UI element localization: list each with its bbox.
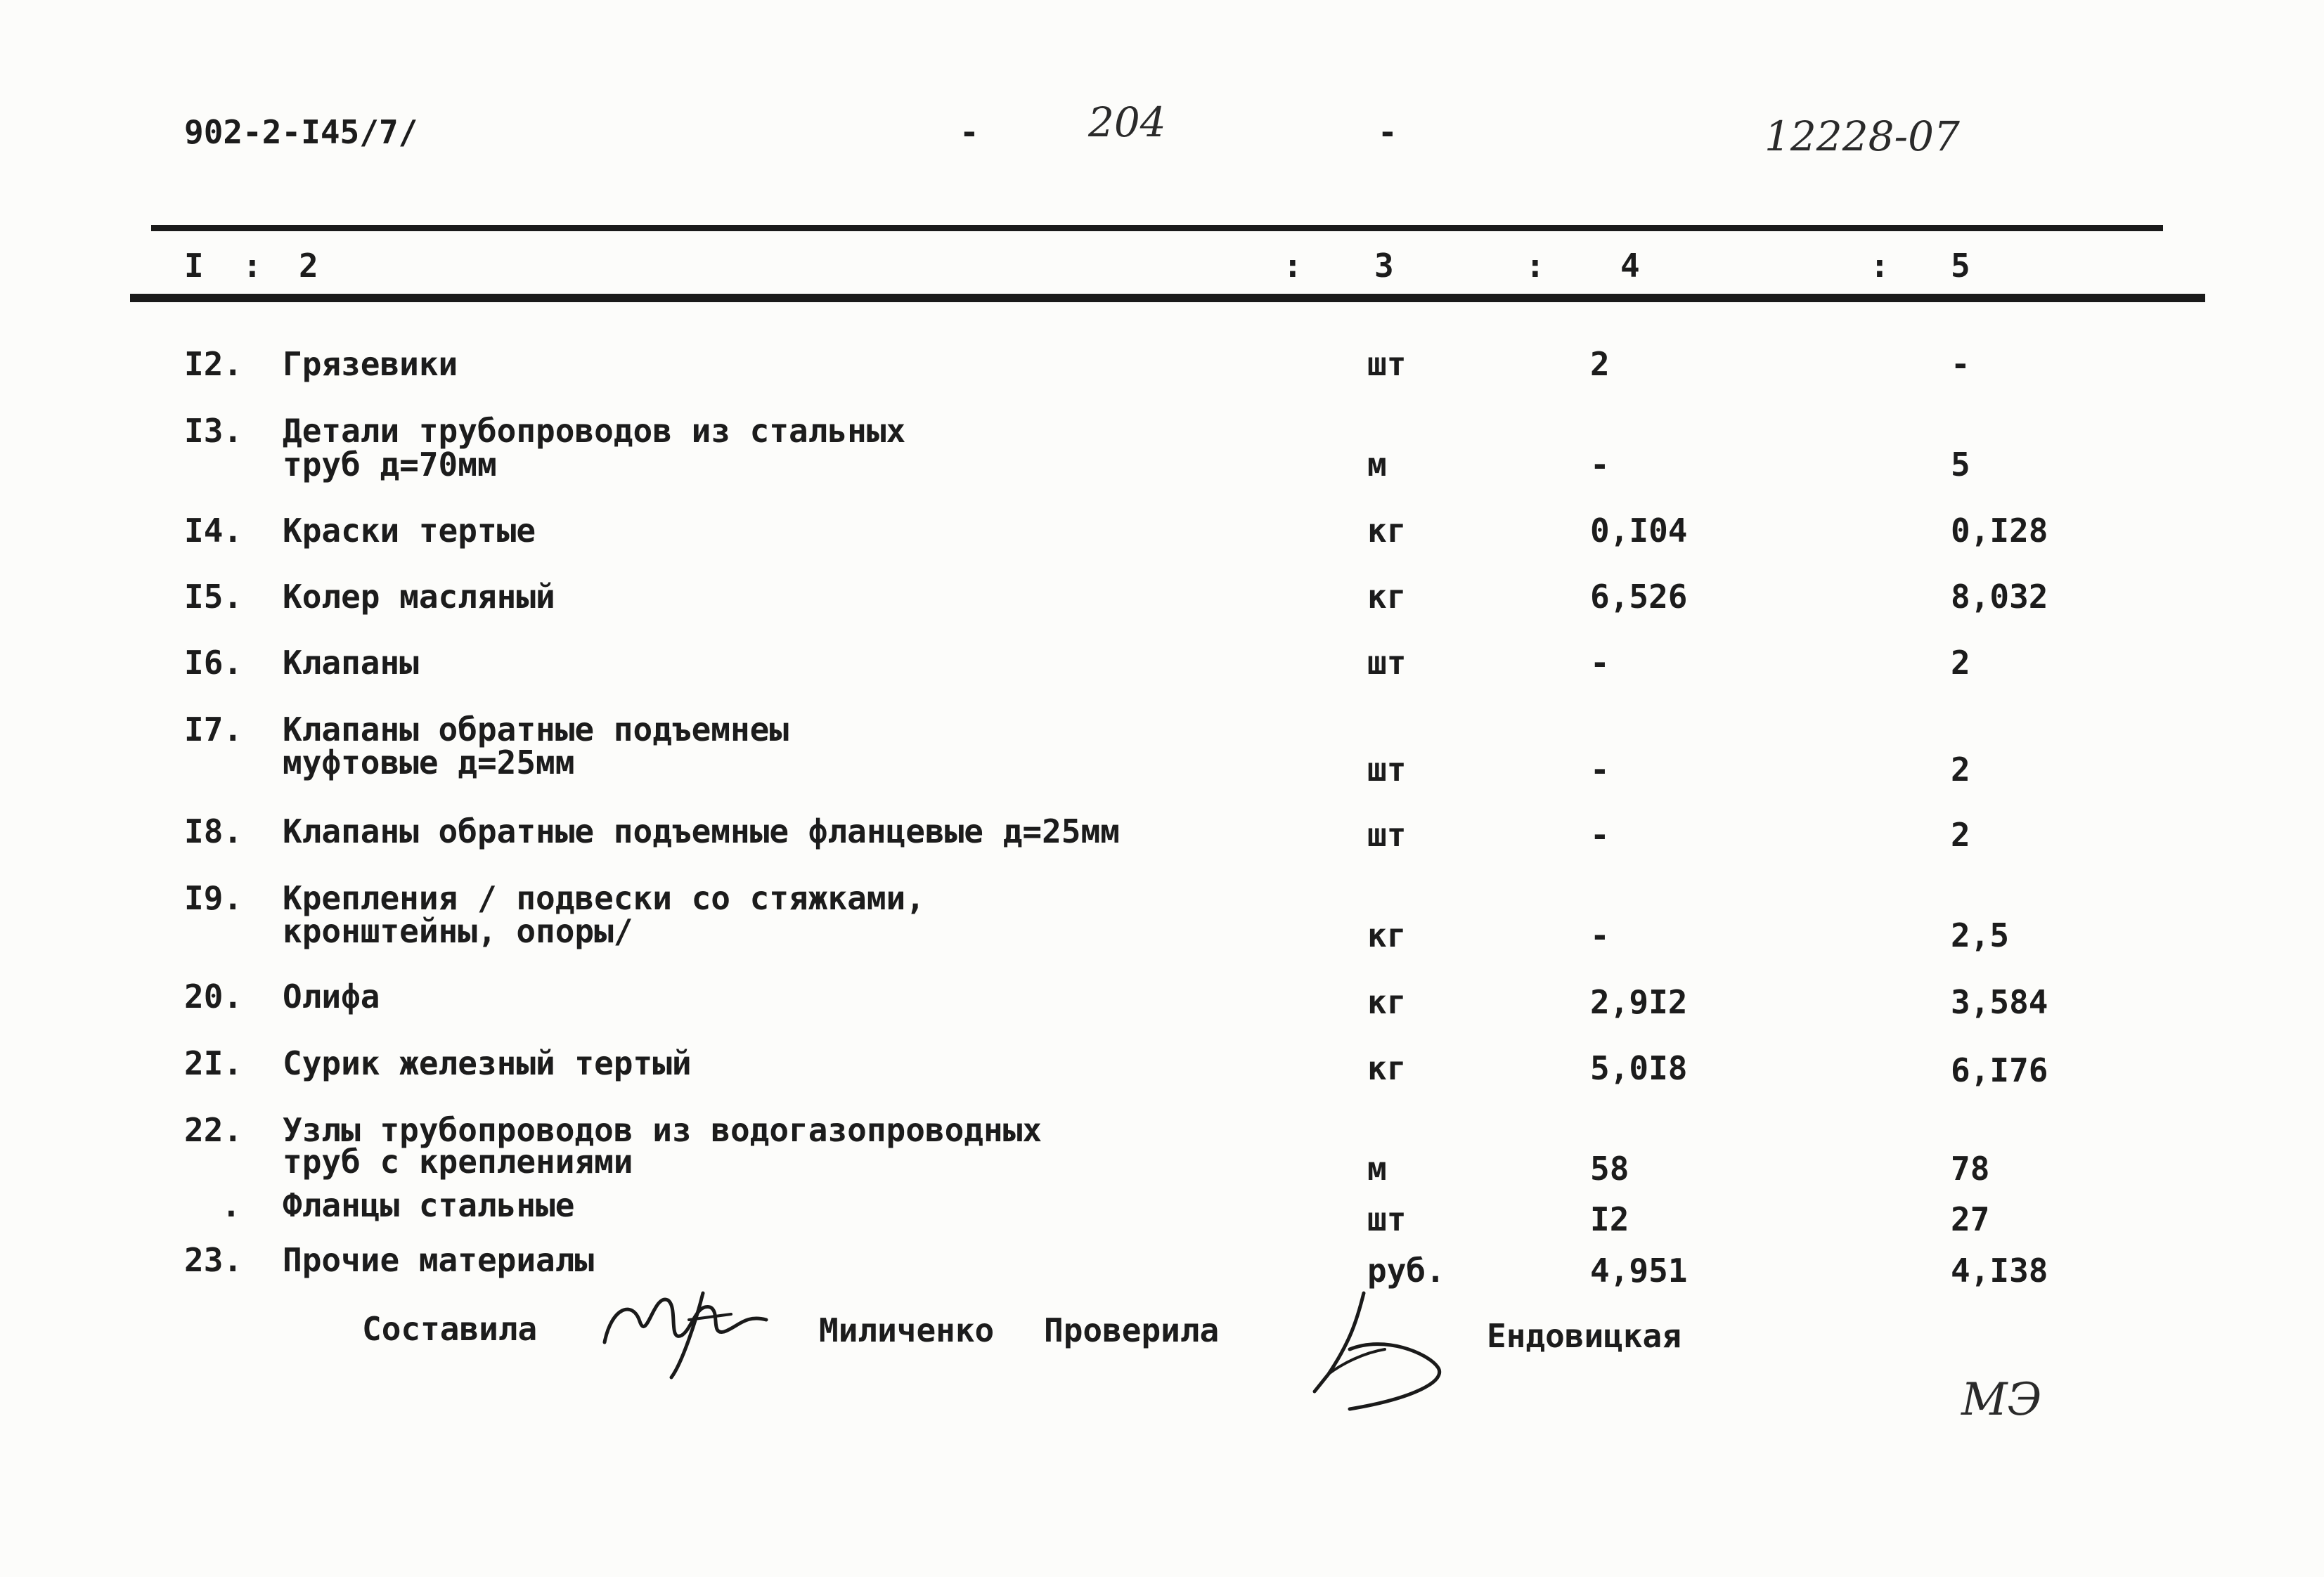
value-col5: 3,584 xyxy=(1951,983,2048,1021)
unit: шт xyxy=(1367,1200,1407,1238)
value-col5: 2 xyxy=(1951,751,1970,788)
row-number: I7. xyxy=(184,710,243,748)
table-header-bottom-rule xyxy=(130,294,2205,302)
material-name: Узлы трубопроводов из водогазопроводных xyxy=(283,1111,1042,1149)
row-number: I6. xyxy=(184,644,243,682)
material-name: Клапаны xyxy=(283,644,419,682)
material-name-cont: труб д=70мм xyxy=(283,446,497,484)
material-name: Колер масляный xyxy=(283,578,555,616)
unit: шт xyxy=(1367,751,1407,788)
column-header-3: 3 xyxy=(1374,247,1394,285)
value-col4: - xyxy=(1590,751,1610,788)
value-col4: I2 xyxy=(1590,1200,1629,1238)
corner-initials: МЭ xyxy=(1961,1374,2042,1426)
value-col5: 27 xyxy=(1951,1200,1990,1238)
value-col4: 5,0I8 xyxy=(1590,1049,1688,1087)
value-col4: 4,951 xyxy=(1590,1252,1688,1290)
header-dash-right: - xyxy=(1378,113,1397,151)
column-separator: : xyxy=(243,247,262,285)
column-separator: : xyxy=(1283,247,1303,285)
value-col4: 58 xyxy=(1590,1150,1629,1188)
unit: шт xyxy=(1367,345,1407,383)
material-name: Клапаны обратные подъемные фланцевые д=25мм xyxy=(283,812,1120,850)
value-col5: 8,032 xyxy=(1951,578,2048,616)
archive-number: 12228-07 xyxy=(1764,112,1960,160)
material-name: Грязевики xyxy=(283,345,458,383)
material-name: Крепления / подвески со стяжками, xyxy=(283,879,925,917)
column-header-2: 2 xyxy=(299,247,318,285)
checked-by-label: Проверила xyxy=(1044,1311,1220,1349)
unit: руб. xyxy=(1367,1252,1445,1290)
value-col4: - xyxy=(1590,916,1610,954)
unit: кг xyxy=(1367,578,1407,616)
row-number: I4. xyxy=(184,512,243,550)
value-col5: - xyxy=(1951,345,1970,383)
document-code: 902-2-I45/7/ xyxy=(184,113,418,151)
material-name: Олифа xyxy=(283,978,380,1015)
row-number: 23. xyxy=(184,1241,243,1279)
unit: м xyxy=(1367,1150,1387,1188)
row-number: I3. xyxy=(184,412,243,450)
column-header-4: 4 xyxy=(1620,247,1640,285)
row-number: 2I. xyxy=(184,1044,243,1082)
value-col4: 0,I04 xyxy=(1590,512,1688,550)
material-name: Детали трубопроводов из стальных xyxy=(283,412,906,450)
value-col4: 2 xyxy=(1590,345,1610,383)
value-col5: 78 xyxy=(1951,1150,1990,1188)
checked-by-name: Ендовицкая xyxy=(1487,1317,1681,1355)
value-col5: 4,I38 xyxy=(1951,1252,2048,1290)
value-col5: 5 xyxy=(1951,446,1970,484)
value-col4: 6,526 xyxy=(1590,578,1688,616)
material-name: Прочие материалы xyxy=(283,1241,595,1279)
value-col5: 2 xyxy=(1951,644,1970,682)
material-name-cont: труб с креплениями xyxy=(283,1143,633,1181)
material-name: Краски тертые xyxy=(283,512,536,550)
material-name-cont: муфтовые д=25мм xyxy=(283,744,575,781)
value-col5: 6,I76 xyxy=(1951,1051,2048,1089)
header-dash-left: - xyxy=(960,113,979,151)
row-number: I2. xyxy=(184,345,243,383)
value-col5: 2 xyxy=(1951,816,1970,854)
unit: кг xyxy=(1367,983,1407,1021)
unit: шт xyxy=(1367,644,1407,682)
material-name: Фланцы стальные xyxy=(283,1186,575,1224)
table-top-rule xyxy=(151,225,2163,231)
row-number: 20. xyxy=(184,978,243,1015)
page-number: 204 xyxy=(1088,98,1166,146)
column-separator: : xyxy=(1870,247,1890,285)
material-name: Клапаны обратные подъемнеы xyxy=(283,710,789,748)
unit: кг xyxy=(1367,512,1407,550)
column-header-1: I xyxy=(184,247,204,285)
material-name-cont: кронштейны, опоры/ xyxy=(283,912,633,950)
value-col4: - xyxy=(1590,446,1610,484)
signature-endovitskaya-icon xyxy=(1308,1286,1462,1420)
unit: шт xyxy=(1367,816,1407,854)
column-header-5: 5 xyxy=(1951,247,1970,285)
value-col4: 2,9I2 xyxy=(1590,983,1688,1021)
row-number: I9. xyxy=(184,879,243,917)
row-number: . xyxy=(221,1186,241,1224)
row-number: I5. xyxy=(184,578,243,616)
unit: м xyxy=(1367,446,1387,484)
value-col4: - xyxy=(1590,816,1610,854)
compiled-by-name: Миличенко xyxy=(819,1311,995,1349)
unit: кг xyxy=(1367,1049,1407,1087)
material-name: Сурик железный тертый xyxy=(283,1044,692,1082)
row-number: 22. xyxy=(184,1111,243,1149)
compiled-by-label: Составила xyxy=(362,1310,538,1348)
value-col5: 0,I28 xyxy=(1951,512,2048,550)
value-col4: - xyxy=(1590,644,1610,682)
column-separator: : xyxy=(1525,247,1545,285)
signature-milichenko-icon xyxy=(598,1265,780,1384)
unit: кг xyxy=(1367,916,1407,954)
row-number: I8. xyxy=(184,812,243,850)
value-col5: 2,5 xyxy=(1951,916,2010,954)
